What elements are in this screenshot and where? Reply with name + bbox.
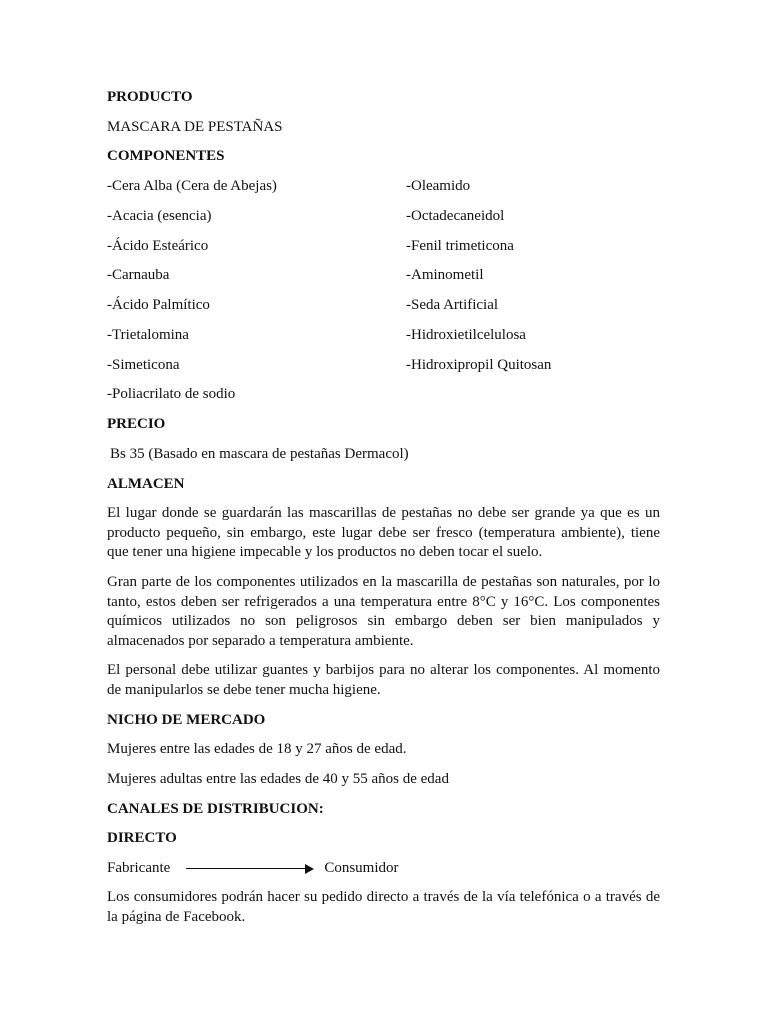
section-heading-nicho: NICHO DE MERCADO [107,711,266,728]
price-text: Bs 35 (Basado en mascara de pestañas Dermacol) [110,445,409,462]
component-item: -Poliacrilato de sodio [107,386,236,403]
section-heading-almacen: ALMACEN [107,475,185,492]
section-heading-canales: CANALES DE DISTRIBUCION: [107,800,324,817]
component-item: -Aminometil [406,267,484,284]
distribution-description: Los consumidores podrán hacer su pedido directo a través de la vía telefónica o a través de la página de Facebook. [107,889,660,926]
section-heading-producto: PRODUCTO [107,89,193,105]
component-item: -Trietalomina [107,326,189,343]
market-niche-line: Mujeres entre las edades de 18 y 27 años de edad. [107,741,407,758]
storage-paragraph: El lugar donde se guardarán las mascarillas de pestañas no debe ser grande ya que es un producto pequeño, sin embargo, este lugar debe ser fresco (temperatura ambiente), tiene que tener una higiene impecable y los productos no deben tocar el suelo. [107,505,660,561]
component-item: -Cera Alba (Cera de Abejas) [107,177,277,194]
distribution-flow [107,859,660,879]
component-item: -Hidroxipropil Quitosan [406,356,552,373]
component-item: -Hidroxietilcelulosa [406,326,526,343]
component-item: -Fenil trimeticona [406,237,514,254]
component-item: -Simeticona [107,356,180,373]
component-item: -Octadecaneidol [406,207,505,224]
document-page [107,88,660,938]
component-item: -Oleamido [406,177,471,194]
component-item: -Ácido Esteárico [107,237,209,254]
product-name: MASCARA DE PESTAÑAS [107,118,283,135]
market-niche-line: Mujeres adultas entre las edades de 40 y 55 años de edad [107,770,449,787]
storage-paragraph: Gran parte de los componentes utilizados en la mascarilla de pestañas son naturales, por lo tanto, estos deben ser refrigerados a una temperatura entre 8°C y 16°C. Los componentes químicos utilizados no son peligrosos sin embargo deben ser bien manipulados y almacenados por separado a temperatura ambiente. [107,573,660,649]
component-item: -Carnauba [107,267,170,284]
flow-target: Consumidor [324,859,399,876]
section-heading-directo: DIRECTO [107,830,177,847]
component-item: -Ácido Palmítico [107,297,210,314]
flow-source: Fabricante [107,859,171,876]
storage-paragraph: El personal debe utilizar guantes y barbijos para no alterar los componentes. Al momento de manipularlos se debe tener mucha higiene. [107,662,660,698]
components-list [107,177,660,405]
section-heading-componentes: COMPONENTES [107,148,225,165]
component-item: -Seda Artificial [406,297,499,314]
arrow-right-icon [186,863,314,875]
section-heading-precio: PRECIO [107,416,166,433]
component-item: -Acacia (esencia) [107,207,212,224]
